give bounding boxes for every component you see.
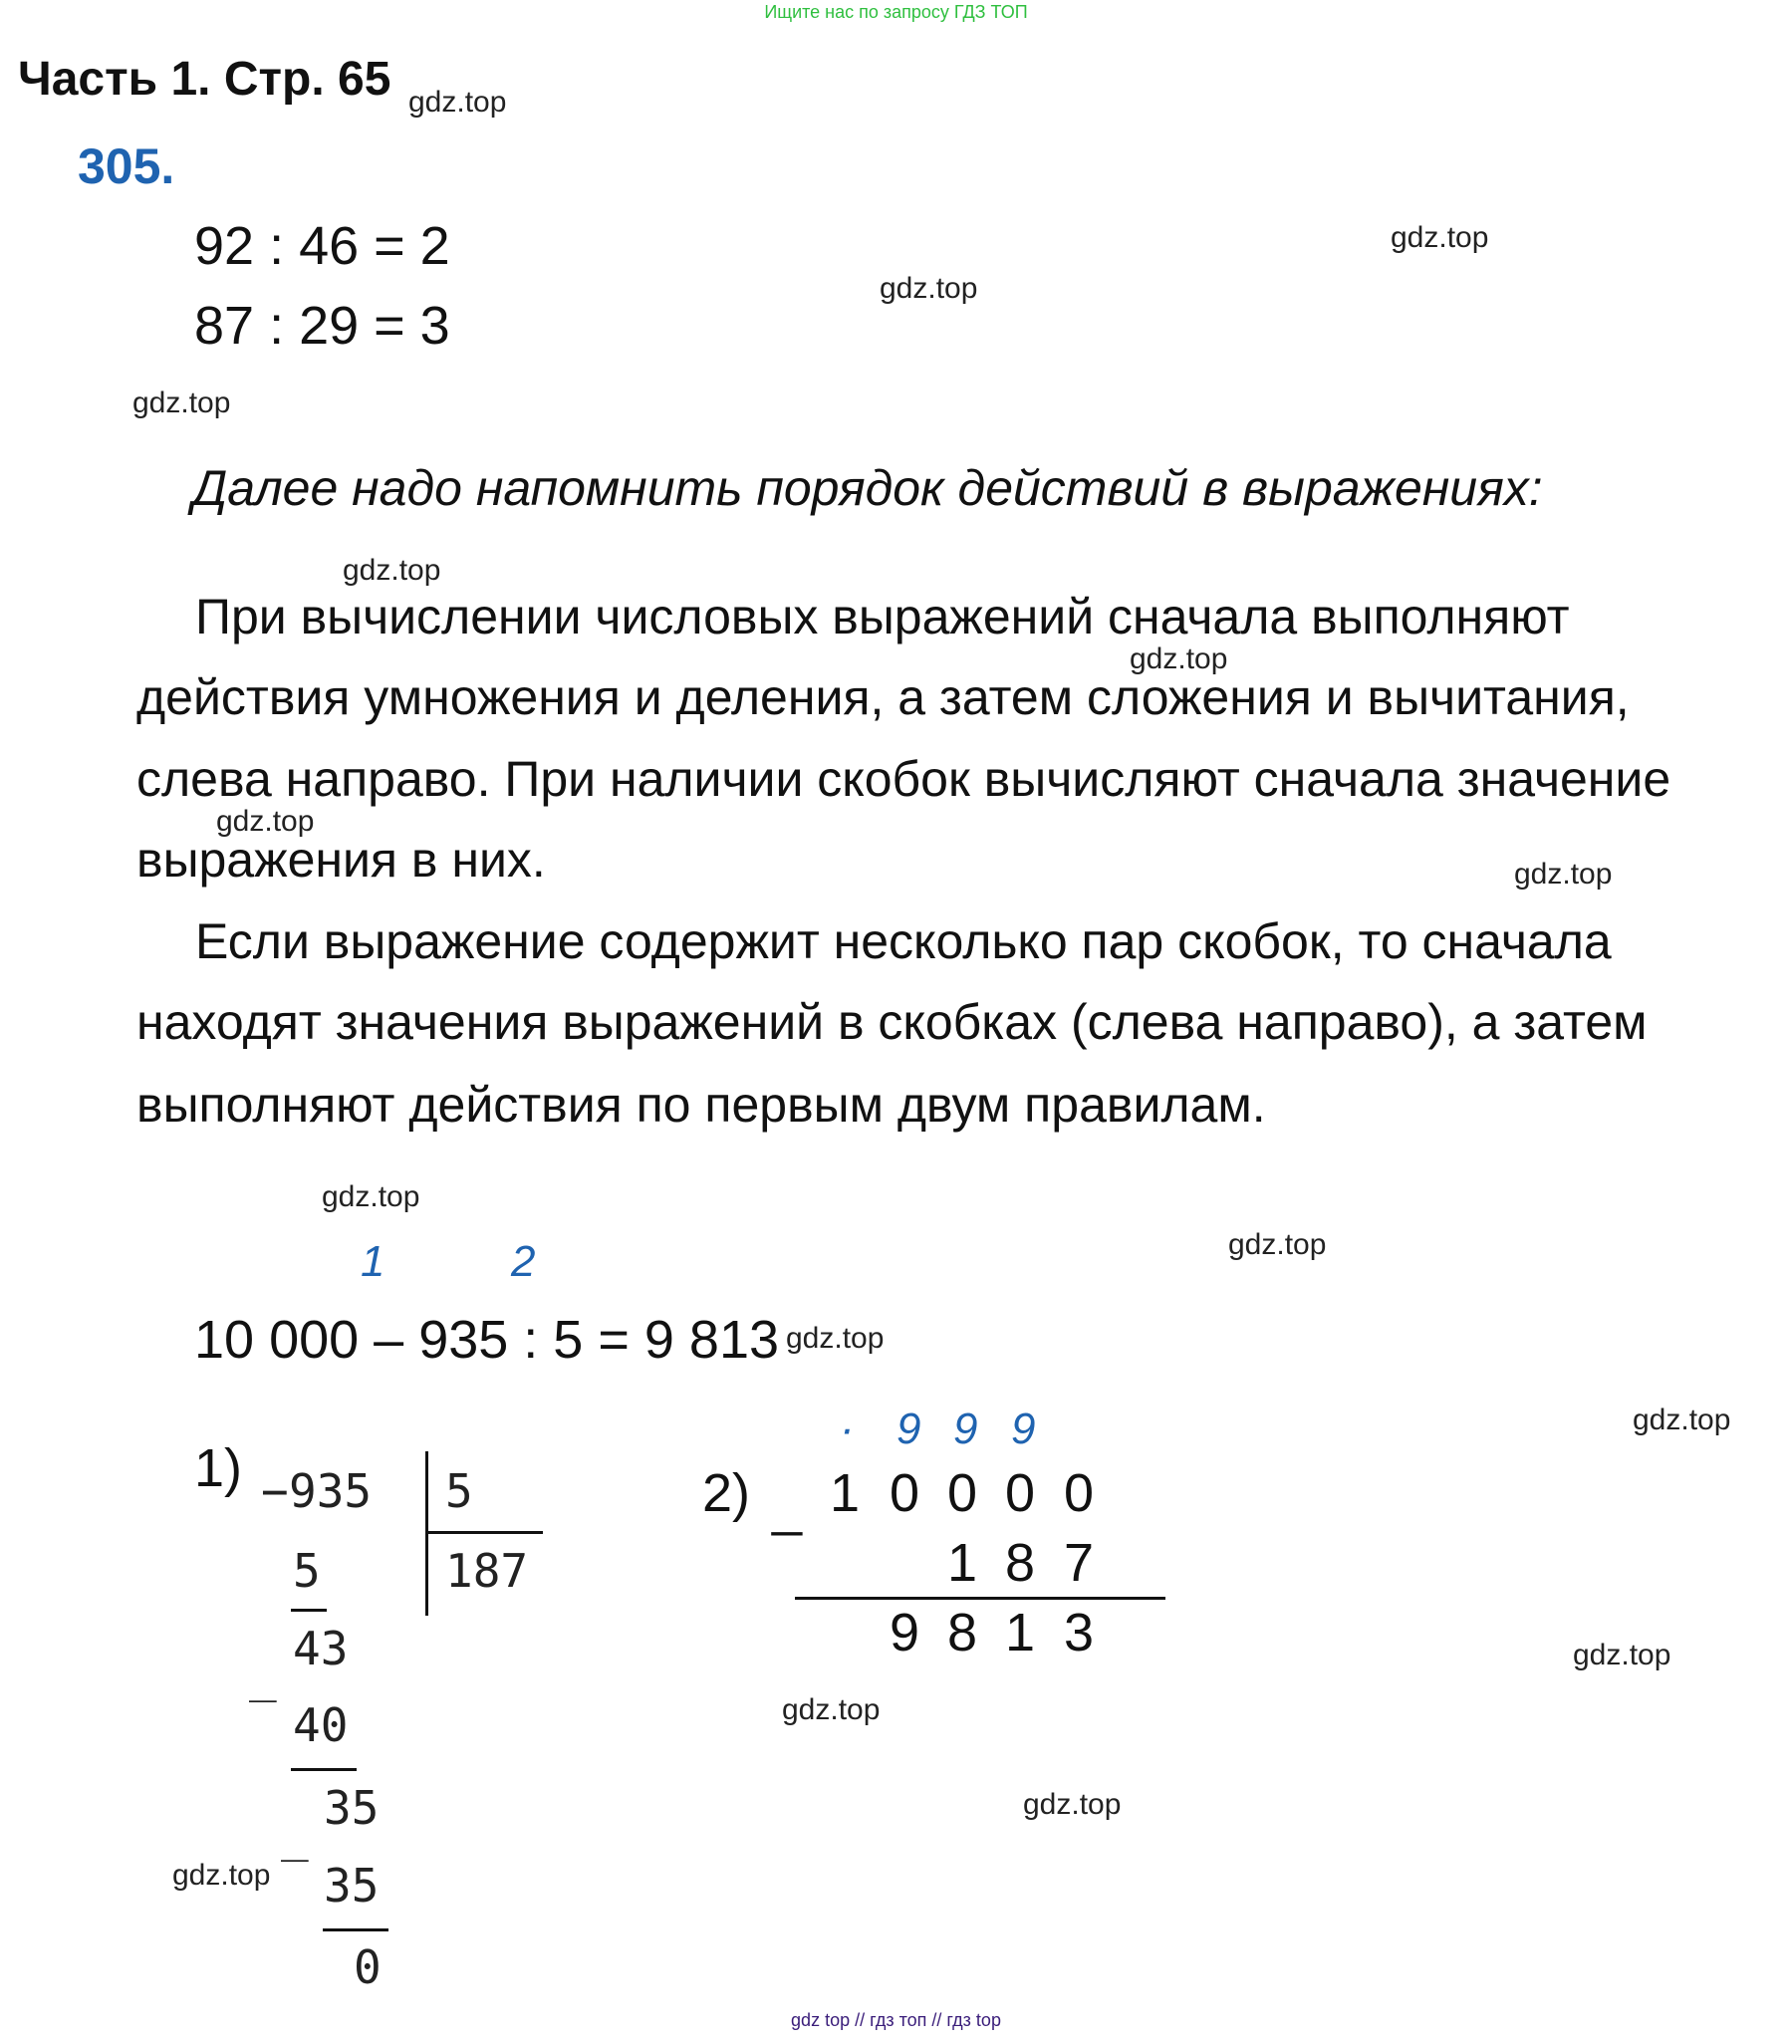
result-digit-4: 3 [1064,1603,1095,1662]
division-step-line-1 [291,1609,327,1612]
watermark: gdz.top [1514,858,1613,891]
subtraction-minus: _ [772,1477,803,1537]
subtraction-label: 2) [702,1463,751,1523]
page-heading: Часть 1. Стр. 65 [18,53,391,106]
watermark: gdz.top [1023,1788,1122,1821]
order-mark-2: 2 [511,1237,536,1286]
division-step-4: 35 [324,1781,380,1835]
division-quotient: 187 [445,1544,529,1598]
division-minus-3: _ [281,1808,309,1862]
division-minus-2: _ [249,1649,277,1702]
division-divisor-line [425,1531,543,1534]
division-step-3: 40 [293,1698,349,1752]
minuend-digit-2: 0 [890,1463,920,1523]
watermark: gdz.top [408,86,507,119]
order-mark-1: 1 [361,1237,385,1286]
equation-1: 92 : 46 = 2 [194,216,450,276]
minuend-digit-4: 0 [1005,1463,1036,1523]
result-digit-3: 1 [1005,1603,1036,1662]
division-step-2: 43 [293,1622,349,1675]
rule-line-2: действия умножения и деления, а затем сложения и вычитания, [136,669,1630,725]
subtrahend-digit-3: 7 [1064,1533,1095,1593]
minuend-digit-1: 1 [830,1463,861,1523]
footer-watermark: gdz top // гдз топ // гдз top [791,2010,1001,2030]
result-digit-2: 8 [947,1603,978,1662]
result-digit-1: 9 [890,1603,920,1662]
division-label: 1) [194,1438,243,1498]
rule-line-7: выполняют действия по первым двум правилам. [136,1077,1266,1133]
watermark: gdz.top [172,1859,271,1892]
subtrahend-digit-1: 1 [947,1533,978,1593]
division-divisor: 5 [445,1464,473,1518]
rule-title: Далее надо напомнить порядок действий в выражениях: [192,460,1543,516]
rule-line-1: При вычислении числовых выражений сначала выполняют [195,589,1570,644]
watermark: gdz.top [1130,642,1228,675]
watermark: gdz.top [1573,1639,1671,1671]
borrow-dot: · [840,1405,855,1453]
subtrahend-digit-2: 8 [1005,1533,1036,1593]
minuend-digit-5: 0 [1064,1463,1095,1523]
rule-line-3: слева направо. При наличии скобок вычисляют сначала значение [136,751,1671,807]
borrow-mark-1: 9 [896,1405,921,1453]
main-expression: 10 000 – 935 : 5 = 9 813 [194,1310,780,1370]
watermark: gdz.top [132,386,231,419]
division-step-line-2 [291,1768,357,1771]
rule-line-5: Если выражение содержит несколько пар скобок, то сначала [195,913,1612,969]
watermark: gdz.top [343,554,441,587]
borrow-mark-3: 9 [1011,1405,1036,1453]
watermark: gdz.top [782,1693,881,1726]
rule-line-4: выражения в них. [136,832,546,888]
division-step-6: 0 [354,1940,382,1994]
watermark: gdz.top [1391,221,1489,254]
division-step-5: 35 [324,1859,380,1913]
minuend-digit-3: 0 [947,1463,978,1523]
top-banner: Ищите нас по запросу ГДЗ ТОП [764,2,1028,22]
rule-line-6: находят значения выражений в скобках (слева направо), а затем [136,994,1648,1050]
watermark: gdz.top [322,1180,420,1213]
watermark: gdz.top [216,805,315,838]
division-minus: − [261,1464,289,1518]
subtraction-line [795,1597,1165,1600]
watermark: gdz.top [786,1322,885,1355]
division-step-1: 5 [293,1544,321,1598]
borrow-mark-2: 9 [953,1405,978,1453]
watermark: gdz.top [1228,1228,1327,1261]
equation-2: 87 : 29 = 3 [194,296,450,356]
watermark: gdz.top [1633,1404,1731,1436]
division-step-line-3 [323,1928,388,1931]
task-number: 305. [78,138,175,194]
division-dividend: 935 [289,1464,373,1518]
watermark: gdz.top [880,272,978,305]
